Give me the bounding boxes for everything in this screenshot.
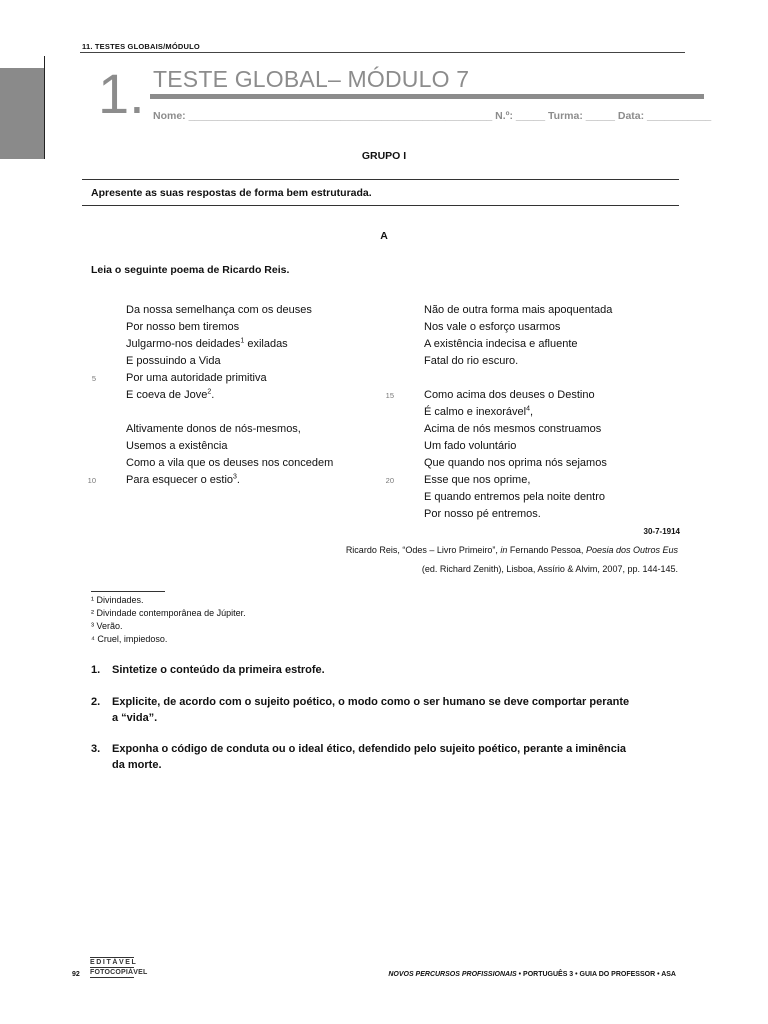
instruction-text: Apresente as suas respostas de forma bem estruturada. xyxy=(91,187,372,199)
question-2 xyxy=(91,694,681,726)
footer-rest: • PORTUGUÊS 3 • GUIA DO PROFESSOR • ASA xyxy=(516,971,676,978)
page-number: 92 xyxy=(72,971,80,978)
verse-text: Da nossa semelhança com os deuses xyxy=(126,304,312,316)
poem-line xyxy=(394,353,684,370)
question-1 xyxy=(91,662,681,678)
question-number: 2. xyxy=(91,696,101,708)
verse-text: Por nosso bem tiremos xyxy=(126,321,240,333)
poem-line xyxy=(385,472,684,489)
line-number: 20 xyxy=(385,476,394,485)
citation-line-1 xyxy=(250,545,678,555)
verse-text: Acima de nós mesmos construamos xyxy=(424,423,602,435)
footnote-1: ¹ Divindades. xyxy=(91,595,144,605)
footnote-4: ⁴ Cruel, impiedoso. xyxy=(91,634,168,644)
verse-text: Fatal do rio escuro. xyxy=(424,355,519,367)
question-number: 3. xyxy=(91,743,101,755)
line-number: 15 xyxy=(385,391,394,400)
citation-book-title: Poesia dos Outros Eus xyxy=(585,545,678,555)
footnote-2: ² Divindade contemporânea de Júpiter. xyxy=(91,608,246,618)
question-number: 1. xyxy=(91,664,101,676)
citation-in: in xyxy=(500,545,508,555)
poem-date: 30-7-1914 xyxy=(643,527,680,536)
poem-line xyxy=(96,319,386,336)
poem-line xyxy=(394,455,684,472)
verse-text-after: exiladas xyxy=(244,338,288,350)
student-info-line: Nome: ____________________________________________________ N.º: _____ Turma: _____ Data: ___________ xyxy=(153,110,712,122)
verse-text: Por nosso pé entremos. xyxy=(424,508,541,520)
verse-text xyxy=(394,372,424,384)
citation-line-2: (ed. Richard Zenith), Lisboa, Assírio & Alvim, 2007, pp. 144-145. xyxy=(421,564,678,574)
title-bar xyxy=(150,94,704,99)
stamp-photocopiable: FOTOCOPIÁVEL xyxy=(90,969,148,976)
verse-text: Como acima dos deuses o Destino xyxy=(424,389,595,401)
group-title: GRUPO I xyxy=(361,150,407,162)
side-tab xyxy=(0,68,44,159)
verse-text: Que quando nos oprima nós sejamos xyxy=(424,457,607,469)
verse-text: Por uma autoridade primitiva xyxy=(126,372,267,384)
footnote-marker: 4 xyxy=(526,405,531,413)
poem-line xyxy=(394,421,684,438)
footnote-marker: 1 xyxy=(240,337,245,345)
footnote-3: ³ Verão. xyxy=(91,621,123,631)
poem-line xyxy=(394,404,684,421)
question-3 xyxy=(91,741,681,773)
question-text: Exponha o código de conduta ou o ideal ético, defendido pelo sujeito poético, perante a iminência xyxy=(112,743,627,755)
verse-text xyxy=(96,406,126,418)
verse-text: Nos vale o esforço usarmos xyxy=(424,321,561,333)
section-label: 11. TESTES GLOBAIS/MÓDULO xyxy=(82,42,200,51)
verse-text: Altivamente donos de nós-mesmos, xyxy=(126,423,301,435)
instruction-box-bottom xyxy=(82,205,679,206)
verse-text: É calmo e inexorável xyxy=(424,406,527,418)
poem-line xyxy=(394,319,684,336)
poem-line xyxy=(394,506,684,523)
stamp-editable: EDITÁVEL xyxy=(90,959,138,966)
verse-text-after: , xyxy=(530,406,534,418)
editable-stamp xyxy=(90,957,148,978)
poem-line xyxy=(394,336,684,353)
page-footer xyxy=(300,971,676,978)
footnote-marker: 3 xyxy=(233,473,237,481)
verse-text-after: . xyxy=(211,389,215,401)
citation-author: Ricardo Reis, “Odes – Livro Primeiro”, xyxy=(345,545,501,555)
verse-text: Esse que nos oprime, xyxy=(424,474,531,486)
line-number: 5 xyxy=(91,374,96,383)
poem-line xyxy=(394,438,684,455)
verse-text: E possuindo a Vida xyxy=(126,355,221,367)
verse-text: Não de outra forma mais apoquentada xyxy=(424,304,613,316)
question-text-cont: da morte. xyxy=(112,759,162,771)
verse-text: Como a vila que os deuses nos concedem xyxy=(126,457,334,469)
intro-text: Leia o seguinte poema de Ricardo Reis. xyxy=(91,264,290,276)
poem-line xyxy=(394,302,684,319)
citation-editor: Fernando Pessoa, xyxy=(507,545,586,555)
verse-text: A existência indecisa e afluente xyxy=(424,338,578,350)
header-rule xyxy=(80,52,685,53)
verse-text: Julgarmo-nos deidades xyxy=(126,338,241,350)
verse-text: Para esquecer o estio xyxy=(126,474,234,486)
footer-book-title: NOVOS PERCURSOS PROFISSIONAIS xyxy=(388,971,517,978)
test-number: 1. xyxy=(98,62,145,125)
poem-line xyxy=(96,421,386,438)
verse-text-after: . xyxy=(236,474,240,486)
question-text: Sintetize o conteúdo da primeira estrofe. xyxy=(112,664,325,676)
question-text: Explicite, de acordo com o sujeito poético, o modo como o ser humano se deve comportar perante xyxy=(112,696,630,708)
poem-line xyxy=(96,404,386,421)
poem-line xyxy=(91,370,386,387)
poem-line xyxy=(96,438,386,455)
question-text-cont: a “vida”. xyxy=(112,712,158,724)
section-letter: A xyxy=(380,230,388,242)
line-number: 10 xyxy=(87,476,96,485)
footnote-rule xyxy=(91,591,165,592)
poem-line xyxy=(96,455,386,472)
poem-line xyxy=(96,353,386,370)
verse-text: Um fado voluntário xyxy=(424,440,517,452)
poem-line xyxy=(394,370,684,387)
verse-text: E quando entremos pela noite dentro xyxy=(424,491,606,503)
test-title: TESTE GLOBAL– MÓDULO 7 xyxy=(153,66,470,92)
poem-line xyxy=(96,336,386,353)
poem-line xyxy=(96,302,386,319)
poem-right-column xyxy=(385,302,684,523)
poem-line xyxy=(96,387,386,404)
poem-line xyxy=(87,472,386,489)
poem-line xyxy=(394,489,684,506)
footnote-marker: 2 xyxy=(207,388,212,396)
verse-text: E coeva de Jove xyxy=(126,389,208,401)
verse-text: Usemos a existência xyxy=(126,440,228,452)
instruction-box-top xyxy=(82,179,679,180)
poem-line xyxy=(385,387,684,404)
poem-left-column xyxy=(87,302,386,489)
side-tab-rule xyxy=(44,56,45,159)
